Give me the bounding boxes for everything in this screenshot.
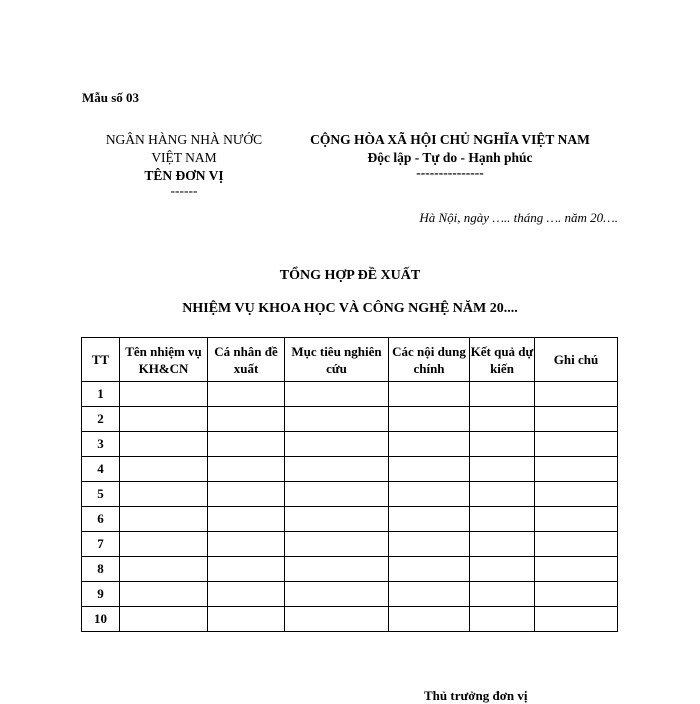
table-cell bbox=[120, 482, 208, 507]
table-cell bbox=[285, 582, 389, 607]
table-row bbox=[82, 532, 618, 557]
table-cell bbox=[120, 507, 208, 532]
table-cell bbox=[120, 532, 208, 557]
table-cell bbox=[285, 507, 389, 532]
table-cell bbox=[389, 557, 470, 582]
table-cell bbox=[389, 382, 470, 407]
issuer-line-1: NGÂN HÀNG NHÀ NƯỚC bbox=[105, 132, 263, 147]
table-cell bbox=[470, 607, 535, 632]
table-row bbox=[82, 407, 618, 432]
table-cell bbox=[120, 582, 208, 607]
proposal-table bbox=[81, 337, 618, 632]
table-row bbox=[82, 382, 618, 407]
table-cell bbox=[120, 607, 208, 632]
table-cell bbox=[285, 482, 389, 507]
table-cell bbox=[389, 507, 470, 532]
signer-title: Thủ trưởng đơn vị bbox=[424, 688, 528, 703]
column-header: Ghi chú bbox=[535, 338, 618, 382]
column-header: Cá nhân đề xuất bbox=[208, 338, 285, 382]
table-cell bbox=[120, 407, 208, 432]
unit-name: TÊN ĐƠN VỊ bbox=[144, 168, 224, 183]
table-cell bbox=[470, 482, 535, 507]
column-header: Các nội dung chính bbox=[389, 338, 470, 382]
table-cell bbox=[120, 557, 208, 582]
table-cell bbox=[470, 557, 535, 582]
table-cell bbox=[535, 507, 618, 532]
table-header-row bbox=[82, 338, 618, 382]
table-cell bbox=[120, 382, 208, 407]
table-body bbox=[82, 382, 618, 632]
row-number: 4 bbox=[82, 457, 120, 482]
table-cell bbox=[285, 407, 389, 432]
table-cell bbox=[208, 582, 285, 607]
row-number: 1 bbox=[82, 382, 120, 407]
table-cell bbox=[470, 582, 535, 607]
row-number: 5 bbox=[82, 482, 120, 507]
table-row bbox=[82, 557, 618, 582]
table-cell bbox=[208, 407, 285, 432]
table-cell bbox=[208, 482, 285, 507]
table-cell bbox=[285, 432, 389, 457]
column-header: TT bbox=[82, 338, 120, 382]
table-cell bbox=[470, 407, 535, 432]
issuer-block bbox=[84, 131, 284, 197]
table-cell bbox=[389, 407, 470, 432]
table-cell bbox=[285, 457, 389, 482]
table-cell bbox=[535, 607, 618, 632]
table-cell bbox=[208, 382, 285, 407]
table-row bbox=[82, 457, 618, 482]
table-cell bbox=[535, 532, 618, 557]
table-cell bbox=[535, 457, 618, 482]
table-cell bbox=[389, 482, 470, 507]
table-cell bbox=[389, 457, 470, 482]
issuer-line-2: VIỆT NAM bbox=[151, 150, 217, 165]
issuer-divider: ------ bbox=[170, 183, 198, 198]
table-cell bbox=[208, 457, 285, 482]
table-cell bbox=[535, 582, 618, 607]
table-cell bbox=[470, 457, 535, 482]
motto-divider: --------------- bbox=[416, 165, 484, 180]
table-cell bbox=[285, 607, 389, 632]
table-cell bbox=[470, 382, 535, 407]
motto: Độc lập - Tự do - Hạnh phúc bbox=[367, 150, 533, 165]
form-number: Mẫu số 03 bbox=[82, 90, 140, 105]
row-number: 10 bbox=[82, 607, 120, 632]
dateline: Hà Nội, ngày ….. tháng …. năm 20…. bbox=[419, 210, 618, 225]
document-title: TỔNG HỢP ĐỀ XUẤT bbox=[279, 268, 421, 283]
row-number: 3 bbox=[82, 432, 120, 457]
table-row bbox=[82, 507, 618, 532]
column-header: Mục tiêu nghiên cứu bbox=[285, 338, 389, 382]
table-row bbox=[82, 607, 618, 632]
document-subtitle: NHIỆM VỤ KHOA HỌC VÀ CÔNG NGHỆ NĂM 20.... bbox=[182, 301, 518, 316]
table-cell bbox=[208, 507, 285, 532]
table-cell bbox=[470, 532, 535, 557]
table-cell bbox=[389, 582, 470, 607]
table-cell bbox=[535, 557, 618, 582]
table-cell bbox=[208, 557, 285, 582]
table-cell bbox=[120, 432, 208, 457]
table-cell bbox=[535, 407, 618, 432]
row-number: 7 bbox=[82, 532, 120, 557]
table-cell bbox=[285, 382, 389, 407]
table-cell bbox=[389, 607, 470, 632]
table-cell bbox=[120, 457, 208, 482]
row-number: 8 bbox=[82, 557, 120, 582]
table-cell bbox=[389, 532, 470, 557]
column-header: Kết quả dự kiến bbox=[470, 338, 535, 382]
table-cell bbox=[470, 432, 535, 457]
table-cell bbox=[285, 532, 389, 557]
country-name: CỘNG HÒA XÃ HỘI CHỦ NGHĨA VIỆT NAM bbox=[310, 132, 590, 147]
national-motto-block bbox=[290, 131, 610, 179]
table-cell bbox=[535, 382, 618, 407]
table-cell bbox=[285, 557, 389, 582]
row-number: 6 bbox=[82, 507, 120, 532]
row-number: 2 bbox=[82, 407, 120, 432]
table-row bbox=[82, 482, 618, 507]
table-cell bbox=[535, 432, 618, 457]
table-row bbox=[82, 432, 618, 457]
column-header: Tên nhiệm vụ KH&CN bbox=[120, 338, 208, 382]
table-cell bbox=[208, 607, 285, 632]
table-cell bbox=[389, 432, 470, 457]
row-number: 9 bbox=[82, 582, 120, 607]
table-cell bbox=[470, 507, 535, 532]
table-cell bbox=[535, 482, 618, 507]
table-cell bbox=[208, 532, 285, 557]
table-cell bbox=[208, 432, 285, 457]
table-row bbox=[82, 582, 618, 607]
